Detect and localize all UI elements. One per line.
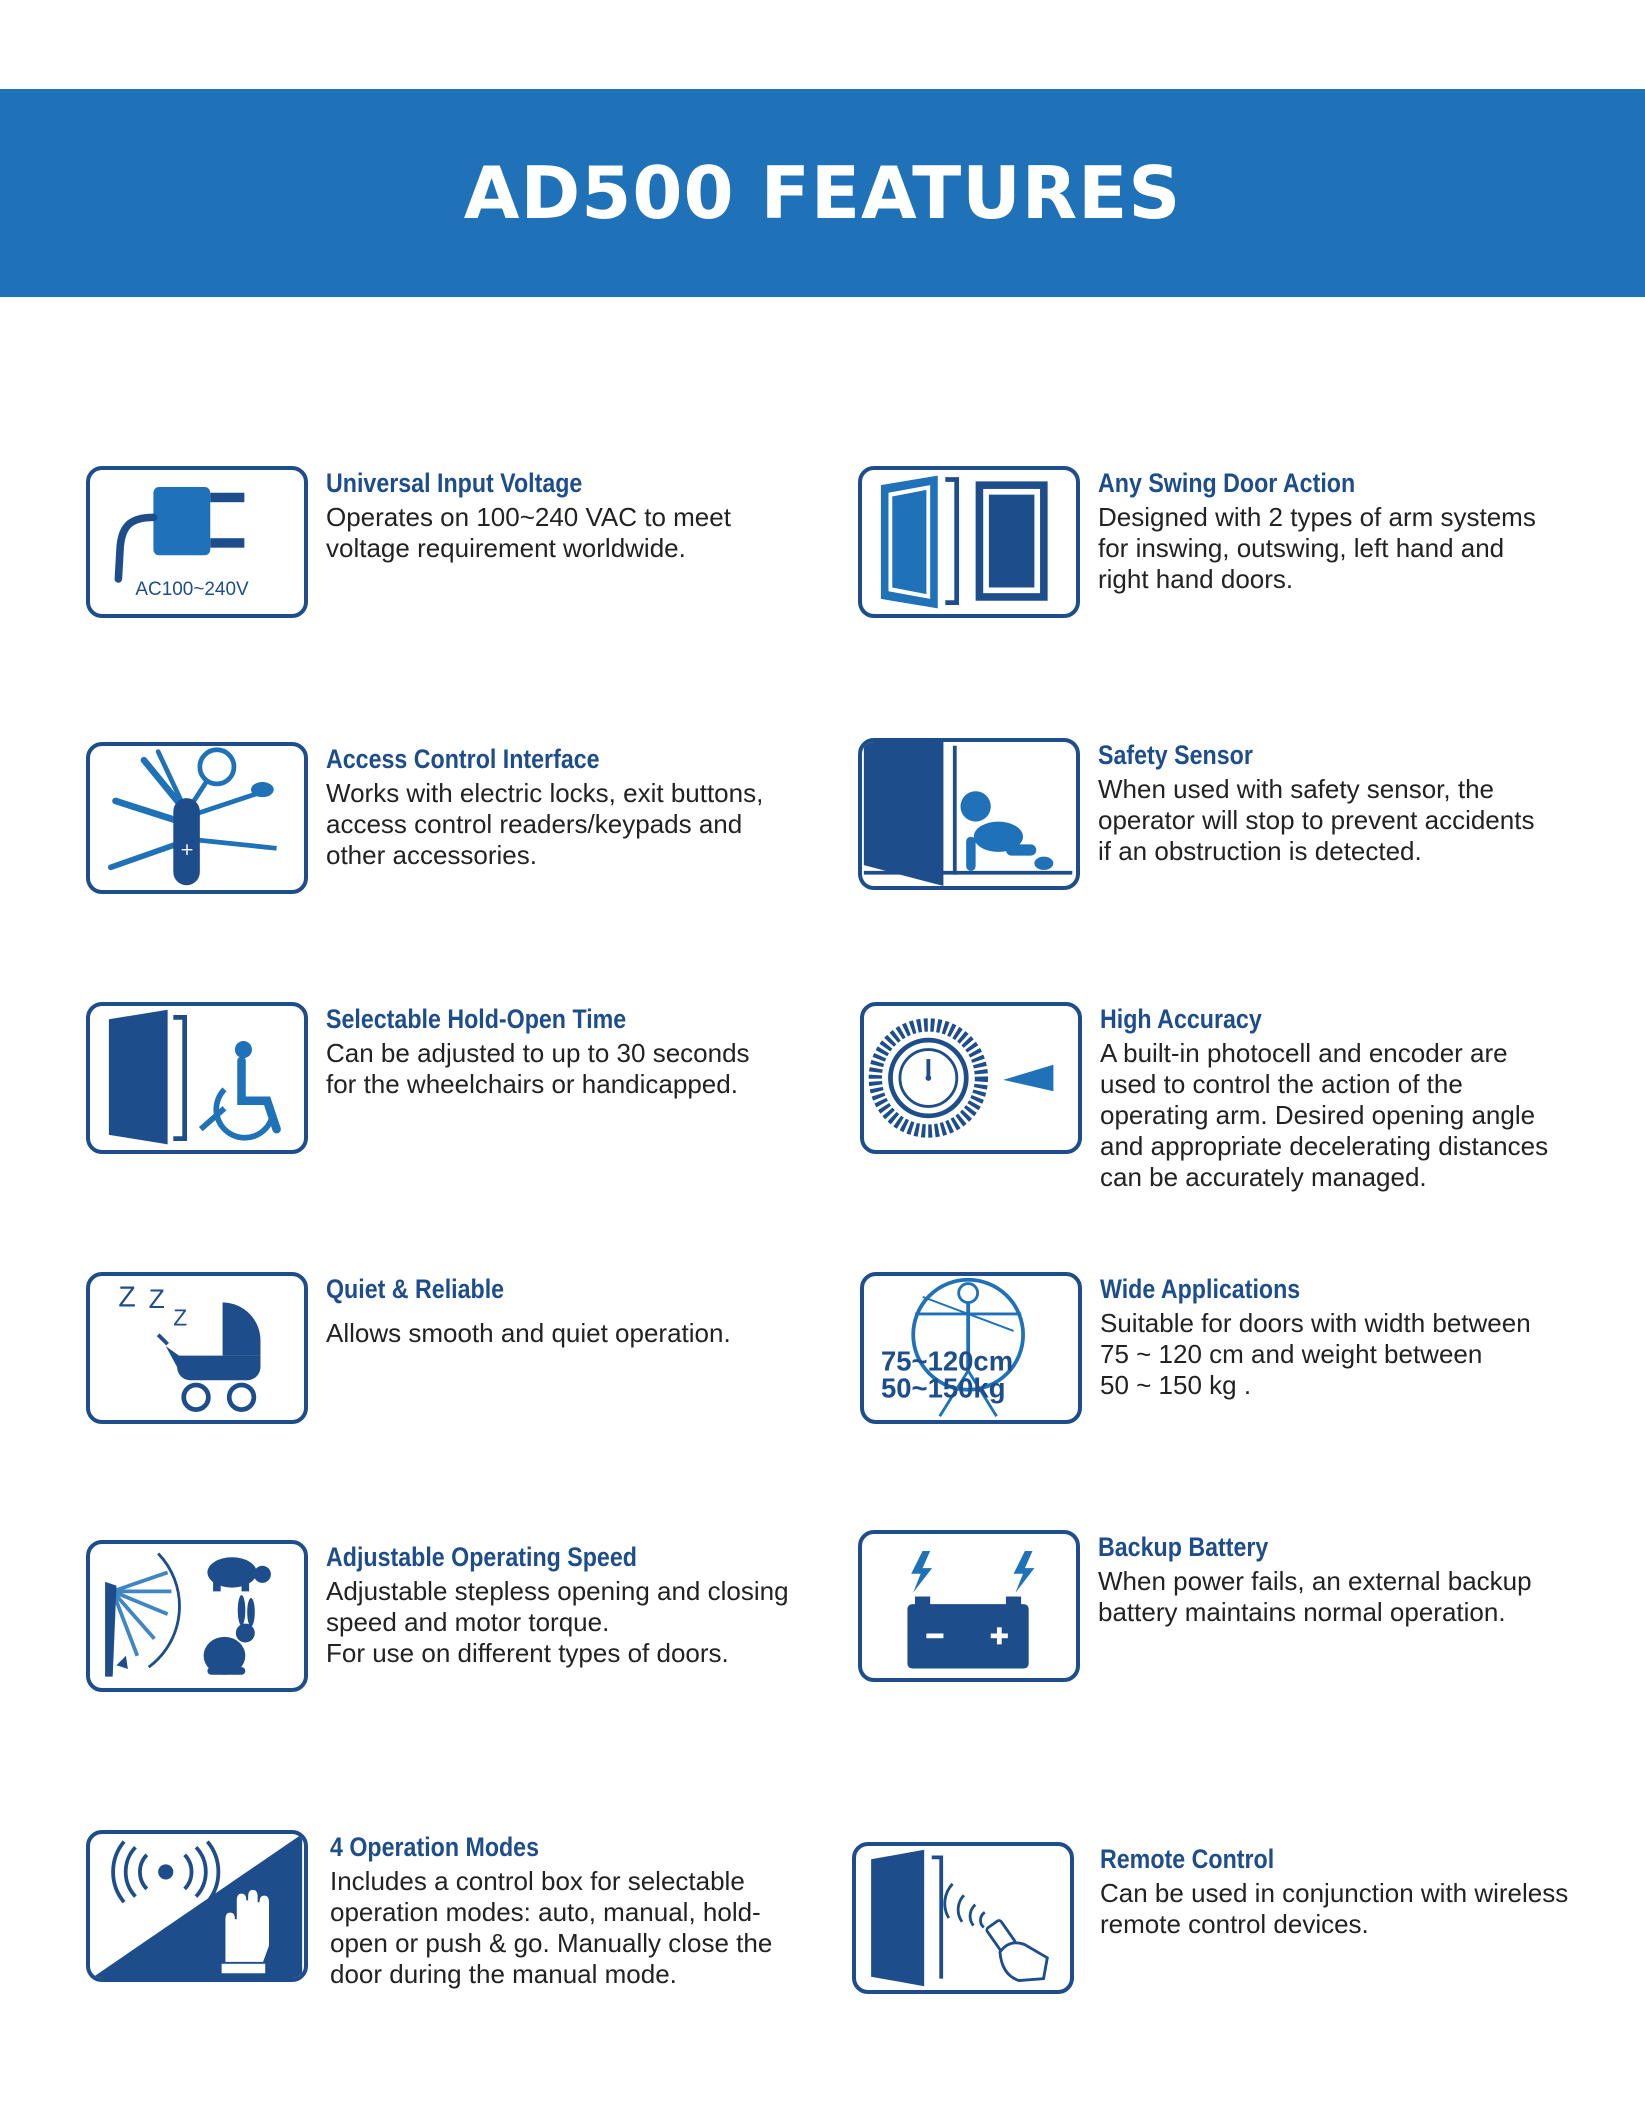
page-title: AD500 FEATURES [463, 151, 1182, 235]
swing-door-icon [862, 470, 1076, 614]
feature-title: Safety Sensor [1098, 740, 1253, 770]
baby-door-icon [862, 742, 1076, 886]
feature-title: Selectable Hold-Open Time [326, 1004, 627, 1034]
power-plug-icon [90, 470, 304, 614]
feature-title: Access Control Interface [326, 744, 600, 774]
weight-range-label: 50~150kg [881, 1372, 1006, 1404]
multi-tool-icon [90, 746, 304, 890]
header-banner [0, 89, 1645, 297]
svg-text:Z: Z [118, 1281, 136, 1314]
feature-title: Adjustable Operating Speed [326, 1542, 637, 1572]
feature-description: Works with electric locks, exit buttons, access control readers/keypads and other accessories. [326, 778, 764, 870]
svg-text:Z: Z [148, 1284, 165, 1315]
voltage-label: AC100~240V [135, 579, 249, 601]
feature-title: Any Swing Door Action [1098, 468, 1356, 498]
feature-title: Remote Control [1100, 1844, 1275, 1874]
svg-text:+: + [179, 839, 195, 860]
feature-title: High Accuracy [1100, 1004, 1262, 1034]
feature-description: Can be used in conjunction with wireless remote control devices. [1100, 1878, 1569, 1939]
svg-text:Z: Z [173, 1304, 188, 1331]
feature-description: Suitable for doors with width between 75 ~ 120 cm and weight between 50 ~ 150 kg . [1100, 1308, 1531, 1400]
feature-title: Quiet & Reliable [326, 1274, 505, 1304]
feature-description: Adjustable stepless opening and closing speed and motor torque. For use on different types of doors. [326, 1576, 789, 1668]
feature-description: Allows smooth and quiet operation. [326, 1318, 731, 1348]
width-range-label: 75~120cm [881, 1345, 1014, 1377]
stroller-sleep-icon [90, 1276, 304, 1420]
battery-icon [862, 1534, 1076, 1678]
turtle-rabbit-speed-icon [90, 1544, 304, 1688]
feature-title: 4 Operation Modes [330, 1832, 540, 1862]
feature-description: A built-in photocell and encoder are used to control the action of the operating arm. Desired opening angle and appropriate decelerating distances can be accurately managed. [1100, 1038, 1549, 1192]
feature-description: When power fails, an external backup battery maintains normal operation. [1098, 1566, 1532, 1627]
feature-title: Universal Input Voltage [326, 468, 583, 498]
feature-description: Includes a control box for selectable operation modes: auto, manual, hold- open or push & go. Manually close the door during the manual mode. [330, 1866, 773, 1989]
vitruvian-man-icon [864, 1276, 1078, 1420]
feature-description: Operates on 100~240 VAC to meet voltage requirement worldwide. [326, 502, 731, 563]
feature-title: Wide Applications [1100, 1274, 1301, 1304]
hand-sensor-icon [90, 1834, 304, 1978]
feature-title: Backup Battery [1098, 1532, 1269, 1562]
remote-door-icon [856, 1846, 1070, 1990]
feature-description: Can be adjusted to up to 30 seconds for the wheelchairs or handicapped. [326, 1038, 750, 1099]
feature-description: Designed with 2 types of arm systems for inswing, outswing, left hand and right hand doors. [1098, 502, 1536, 594]
feature-description: When used with safety sensor, the operator will stop to prevent accidents if an obstruction is detected. [1098, 774, 1535, 866]
encoder-gear-icon [864, 1006, 1078, 1150]
wheelchair-door-icon [90, 1006, 304, 1150]
